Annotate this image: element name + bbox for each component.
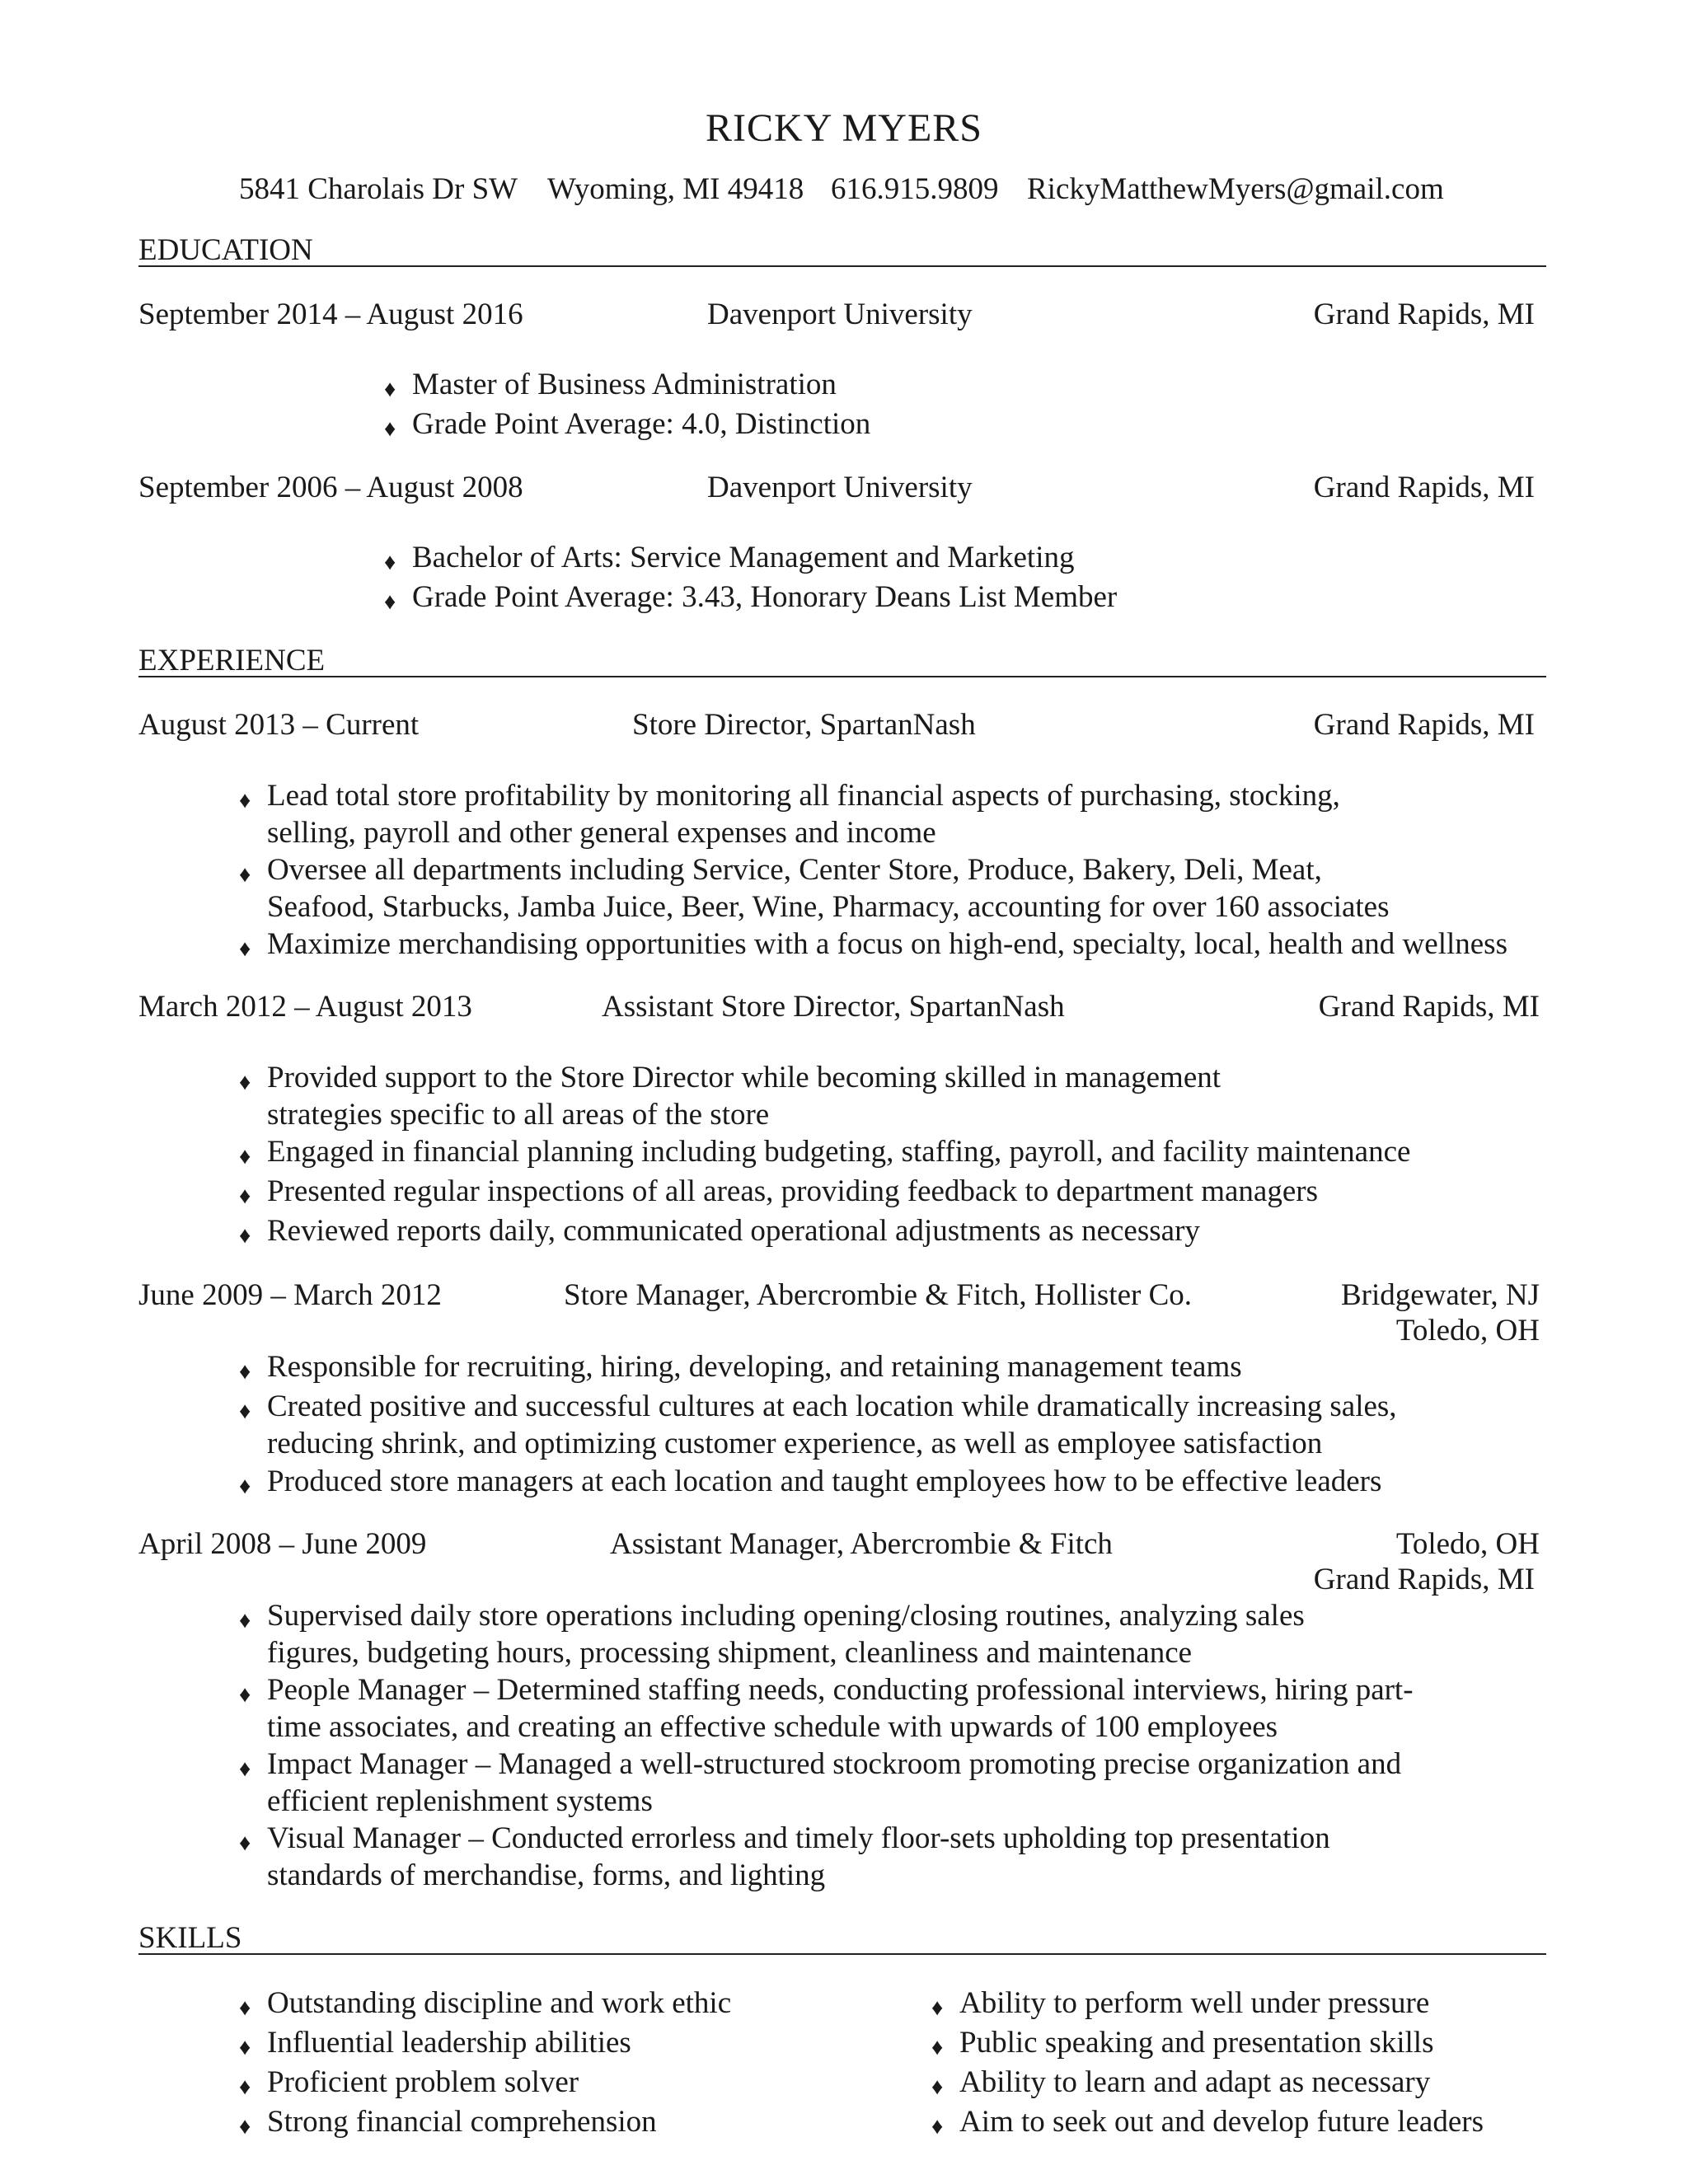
bullet-text: Supervised daily store operations including opening/closing routines, analyzing sales — [267, 1599, 1305, 1633]
bullet-continuation: figures, budgeting hours, processing shipment, cleanliness and maintenance — [267, 1636, 1193, 1670]
bullet-continuation: selling, payroll and other general expenses and income — [267, 816, 936, 850]
bullet-text: People Manager – Determined staffing needs, conducting professional interviews, hiring part- — [267, 1673, 1414, 1707]
skill-text: Outstanding discipline and work ethic — [267, 1986, 732, 2020]
diamond-bullet-icon: ♦ — [239, 788, 251, 813]
skill-text: Ability to perform well under pressure — [959, 1986, 1430, 2020]
bullet-text: Visual Manager – Conducted errorless and timely floor-sets upholding top presentation — [267, 1821, 1330, 1855]
contact-email: RickyMatthewMyers@gmail.com — [1027, 172, 1444, 206]
entry-title: Assistant Manager, Abercrombie & Fitch — [610, 1527, 1113, 1561]
bullet-text: Provided support to the Store Director while becoming skilled in management — [267, 1061, 1221, 1094]
entry-location: Grand Rapids, MI — [1313, 471, 1535, 504]
bullet-continuation: Seafood, Starbucks, Jamba Juice, Beer, Wine, Pharmacy, accounting for over 160 associates — [267, 890, 1390, 924]
contact-phone: 616.915.9809 — [831, 172, 999, 206]
entry-dates: September 2014 – August 2016 — [138, 298, 523, 331]
bullet-continuation: time associates, and creating an effective schedule with upwards of 100 employees — [267, 1710, 1278, 1744]
bullet-text: Bachelor of Arts: Service Management and Marketing — [412, 541, 1075, 574]
diamond-bullet-icon: ♦ — [239, 1474, 251, 1499]
diamond-bullet-icon: ♦ — [931, 1995, 944, 2021]
contact-city: Wyoming, MI 49418 — [547, 172, 804, 206]
bullet-text: Grade Point Average: 4.0, Distinction — [412, 407, 871, 441]
diamond-bullet-icon: ♦ — [239, 936, 251, 962]
entry-location: Bridgewater, NJ — [1340, 1278, 1540, 1312]
diamond-bullet-icon: ♦ — [239, 1608, 251, 1633]
contact-address: 5841 Charolais Dr SW — [239, 172, 518, 206]
entry-title: Store Manager, Abercrombie & Fitch, Hollister Co. — [564, 1278, 1193, 1312]
skill-text: Aim to seek out and develop future leaders — [959, 2105, 1484, 2139]
entry-title: Store Director, SpartanNash — [632, 708, 976, 742]
bullet-text: Presented regular inspections of all areas, providing feedback to department managers — [267, 1174, 1319, 1208]
diamond-bullet-icon: ♦ — [384, 377, 396, 402]
diamond-bullet-icon: ♦ — [239, 1359, 251, 1385]
bullet-text: Grade Point Average: 3.43, Honorary Deans List Member — [412, 580, 1118, 614]
entry-location: Grand Rapids, MI — [1318, 990, 1540, 1024]
entry-dates: August 2013 – Current — [138, 708, 420, 742]
education-rule — [138, 265, 1546, 267]
diamond-bullet-icon: ♦ — [931, 2074, 944, 2100]
experience-heading: EXPERIENCE — [138, 644, 326, 677]
resume-name: RICKY MYERS — [706, 106, 982, 150]
entry-school: Davenport University — [707, 298, 973, 331]
entry-location-secondary: Grand Rapids, MI — [1313, 1563, 1535, 1596]
experience-rule — [138, 676, 1546, 677]
bullet-text: Produced store managers at each location and taught employees how to be effective leaders — [267, 1465, 1382, 1498]
diamond-bullet-icon: ♦ — [384, 589, 396, 615]
bullet-text: Impact Manager – Managed a well-structured stockroom promoting precise organization and — [267, 1747, 1402, 1781]
bullet-text: Master of Business Administration — [412, 368, 837, 401]
entry-location: Grand Rapids, MI — [1313, 298, 1535, 331]
diamond-bullet-icon: ♦ — [931, 2114, 944, 2139]
bullet-text: Reviewed reports daily, communicated operational adjustments as necessary — [267, 1214, 1200, 1248]
diamond-bullet-icon: ♦ — [931, 2035, 944, 2060]
entry-location: Grand Rapids, MI — [1313, 708, 1535, 742]
diamond-bullet-icon: ♦ — [239, 2074, 251, 2100]
diamond-bullet-icon: ♦ — [239, 2114, 251, 2139]
skill-text: Strong financial comprehension — [267, 2105, 657, 2139]
diamond-bullet-icon: ♦ — [239, 1830, 251, 1856]
bullet-continuation: strategies specific to all areas of the store — [267, 1098, 770, 1132]
diamond-bullet-icon: ♦ — [239, 1183, 251, 1209]
skill-text: Proficient problem solver — [267, 2065, 579, 2099]
diamond-bullet-icon: ♦ — [239, 1682, 251, 1708]
skill-text: Influential leadership abilities — [267, 2026, 631, 2060]
entry-title: Assistant Store Director, SpartanNash — [602, 990, 1065, 1024]
diamond-bullet-icon: ♦ — [239, 1144, 251, 1169]
entry-dates: June 2009 – March 2012 — [138, 1278, 442, 1312]
skills-heading: SKILLS — [138, 1921, 242, 1955]
bullet-continuation: reducing shrink, and optimizing customer experience, as well as employee satisfaction — [267, 1427, 1323, 1460]
entry-location: Toledo, OH — [1395, 1527, 1540, 1561]
entry-school: Davenport University — [707, 471, 973, 504]
diamond-bullet-icon: ♦ — [239, 1995, 251, 2021]
bullet-text: Created positive and successful cultures at each location while dramatically increasing sales, — [267, 1390, 1397, 1423]
diamond-bullet-icon: ♦ — [239, 2035, 251, 2060]
diamond-bullet-icon: ♦ — [384, 550, 396, 575]
bullet-continuation: efficient replenishment systems — [267, 1784, 653, 1818]
bullet-text: Maximize merchandising opportunities with a focus on high-end, specialty, local, health and wellness — [267, 927, 1507, 961]
bullet-text: Oversee all departments including Service, Center Store, Produce, Bakery, Deli, Meat, — [267, 853, 1322, 887]
skill-text: Ability to learn and adapt as necessary — [959, 2065, 1431, 2099]
diamond-bullet-icon: ♦ — [239, 1223, 251, 1249]
entry-dates: March 2012 – August 2013 — [138, 990, 472, 1024]
education-heading: EDUCATION — [138, 233, 313, 267]
bullet-text: Lead total store profitability by monitoring all financial aspects of purchasing, stocking, — [267, 779, 1340, 813]
diamond-bullet-icon: ♦ — [239, 1399, 251, 1424]
entry-dates: September 2006 – August 2008 — [138, 471, 523, 504]
diamond-bullet-icon: ♦ — [239, 1070, 251, 1095]
bullet-continuation: standards of merchandise, forms, and lighting — [267, 1858, 826, 1892]
bullet-text: Responsible for recruiting, hiring, developing, and retaining management teams — [267, 1350, 1242, 1384]
entry-dates: April 2008 – June 2009 — [138, 1527, 427, 1561]
entry-location-secondary: Toledo, OH — [1395, 1314, 1540, 1347]
skills-rule — [138, 1953, 1546, 1955]
bullet-text: Engaged in financial planning including budgeting, staffing, payroll, and facility maintenance — [267, 1135, 1411, 1169]
diamond-bullet-icon: ♦ — [239, 1756, 251, 1782]
diamond-bullet-icon: ♦ — [239, 862, 251, 888]
skill-text: Public speaking and presentation skills — [959, 2026, 1434, 2060]
diamond-bullet-icon: ♦ — [384, 416, 396, 442]
